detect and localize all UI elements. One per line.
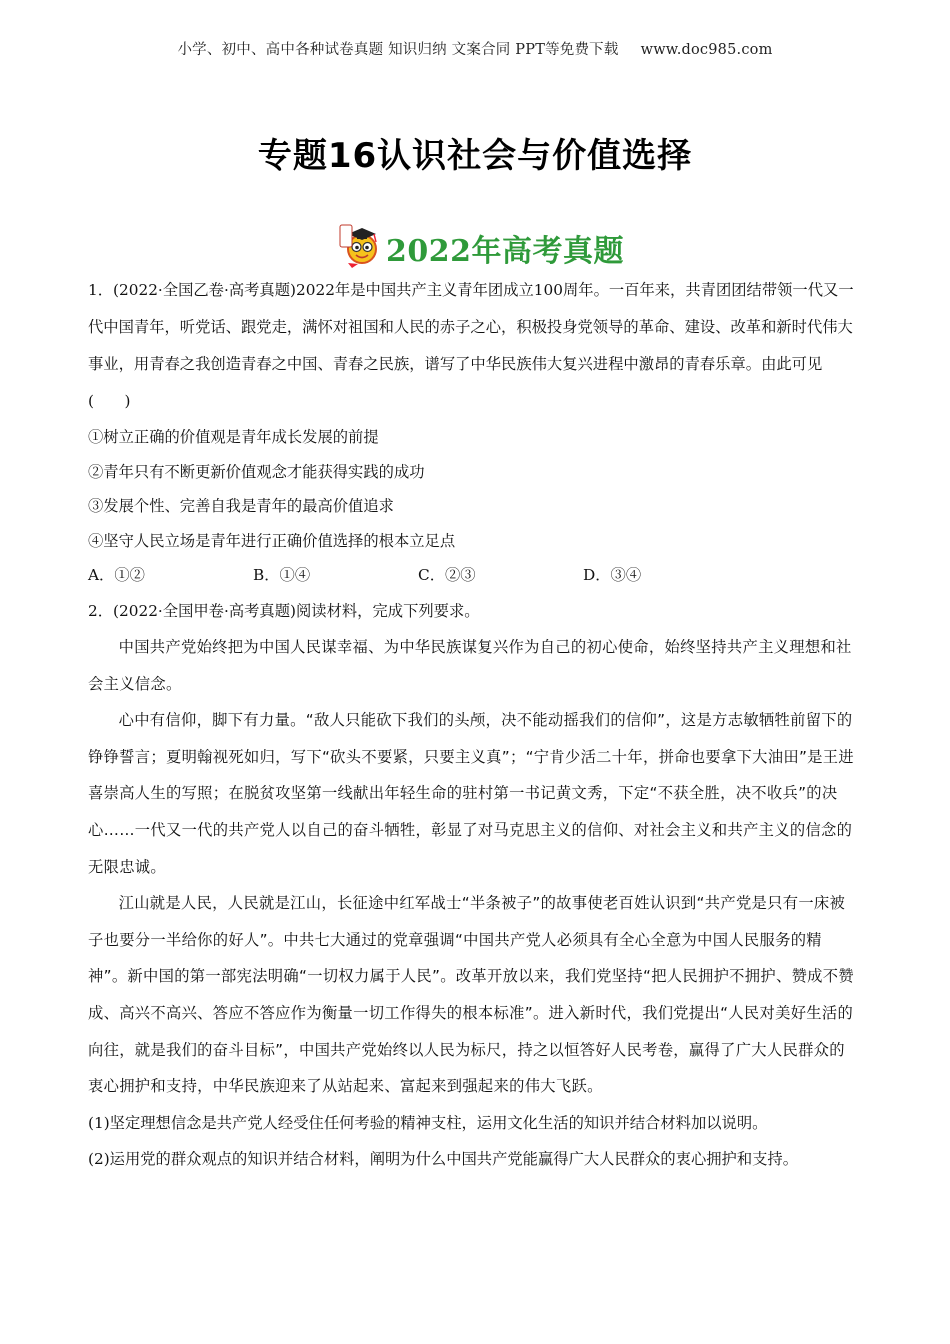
choice-b[interactable]: B．①④ <box>253 566 311 584</box>
material-paragraph-2: 心中有信仰，脚下有力量。“敌人只能砍下我们的头颅，决不能动摇我们的信仰”，这是方志敏牺牲前留下的铮铮誓言；夏明翰视死如归，写下“砍头不要紧，只要主义真”；“宁肯少活二十年，拼命也要拿下大油田”是王进喜崇高人生的写照；在脱贫攻坚第一线献出年轻生命的驻村第一书记黄文秀，下定“不获全胜，决不收兵”的决心……一代又一代的共产党人以自己的奋斗牺牲，彰显了对马克思主义的信仰、对社会主义和共产主义的信念的无限忠诚。 <box>88 711 854 876</box>
main-content <box>88 272 860 1177</box>
statement-1: ①树立正确的价值观是青年成长发展的前提 <box>88 428 379 446</box>
material-paragraph-1: 中国共产党始终把为中国人民谋幸福、为中华民族谋复兴作为自己的初心使命，始终坚持共产主义理想和社会主义信念。 <box>88 638 852 693</box>
statement-4: ④坚守人民立场是青年进行正确价值选择的根本立足点 <box>88 531 456 550</box>
choice-c[interactable]: C．②③ <box>418 566 476 584</box>
page-title: 专题16认识社会与价值选择 <box>257 136 693 176</box>
section-banner <box>338 222 638 272</box>
answer-choices <box>88 558 860 592</box>
question-1-stem: 1．(2022·全国乙卷·高考真题)2022年是中国共产主义青年团成立100周年。一百年来，共青团团结带领一代又一代中国青年，听党话、跟党走，满怀对祖国和人民的赤子之心，积极投身党领导的革命、建设、改革和新时代伟大事业，用青春之我创造青春之中国、青春之民族，谱写了中华民族伟大复兴进程中激昂的青春乐章。由此可见( ) <box>88 281 854 410</box>
header-url[interactable]: www.doc985.com <box>640 42 773 58</box>
question-2-stem: 2．(2022·全国甲卷·高考真题)阅读材料，完成下列要求。 <box>88 602 480 620</box>
choice-a[interactable]: A．①② <box>88 566 145 584</box>
material-paragraph-3: 江山就是人民，人民就是江山，长征途中红军战士“半条被子”的故事使老百姓认识到“共产党是只有一床被子也要分一半给你的好人”。中共七大通过的党章强调“中国共产党人必须具有全心全意为中国人民服务的精神”。新中国的第一部宪法明确“一切权力属于人民”。改革开放以来，我们党坚持“把人民拥护不拥护、赞成不赞成、高兴不高兴、答应不答应作为衡量一切工作得失的根本标准”。进入新时代，我们党提出“人民对美好生活的向往，就是我们的奋斗目标”，中国共产党始终以人民为标尺，持之以恒答好人民考卷，赢得了广大人民群众的衷心拥护和支持，中华民族迎来了从站起来、富起来到强起来的伟大飞跃。 <box>88 894 854 1096</box>
choice-d[interactable]: D．③④ <box>583 566 642 584</box>
banner-label: 2022年高考真题 <box>386 234 624 269</box>
page-header <box>0 38 950 59</box>
statement-3: ③发展个性、完善自我是青年的最高价值追求 <box>88 497 394 515</box>
sub-question-1: (1)坚定理想信念是共产党人经受住任何考验的精神支柱，运用文化生活的知识并结合材料加以说明。 <box>88 1113 768 1132</box>
header-text: 小学、初中、高中各种试卷真题 知识归纳 文案合同 PPT等免费下载 <box>177 42 619 58</box>
mascot-logo-icon <box>338 222 384 270</box>
statement-2: ②青年只有不断更新价值观念才能获得实践的成功 <box>88 462 425 481</box>
sub-question-2: (2)运用党的群众观点的知识并结合材料，阐明为什么中国共产党能赢得广大人民群众的衷心拥护和支持。 <box>88 1149 799 1168</box>
